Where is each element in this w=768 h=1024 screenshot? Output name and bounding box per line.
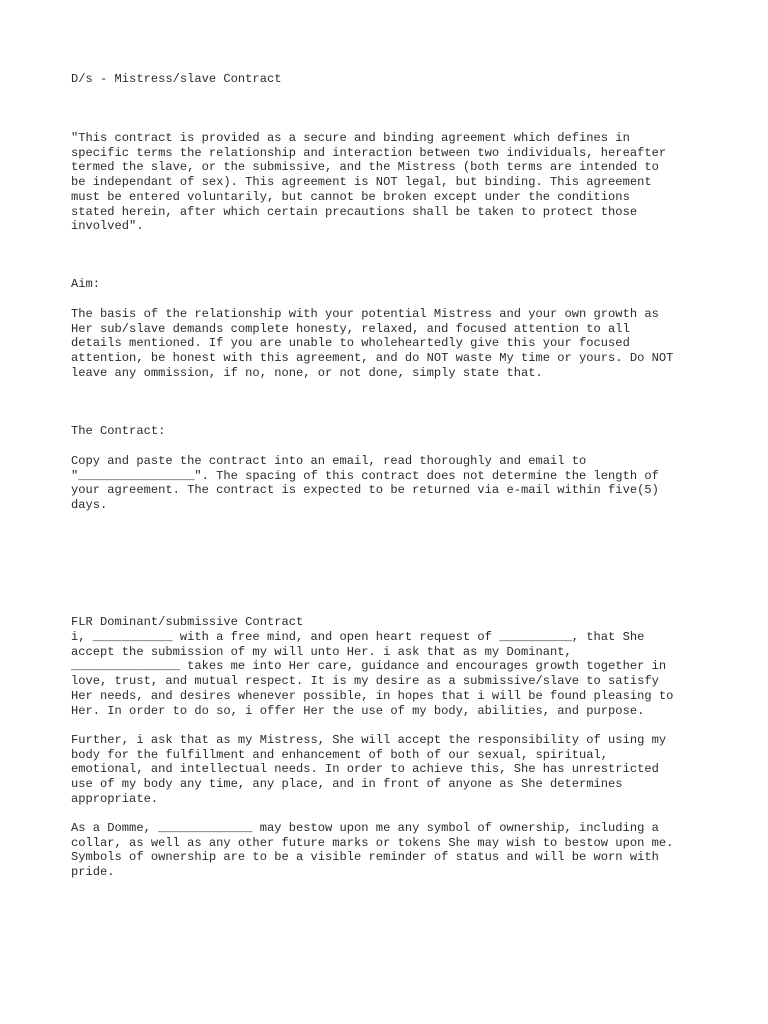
flr-heading: FLR Dominant/submissive Contract: [71, 615, 304, 629]
further-paragraph: Further, i ask that as my Mistress, She will accept the responsibility of using my body for the fulfillment and enhancement of both of our sexual, spiritual, emotional, and intellectual needs. In order to achieve this, She has unrestricted use of my body any time, any place, and in front of anyone as She determines appropriate.: [71, 733, 667, 806]
contract-heading: The Contract:: [71, 424, 166, 438]
document-title: D/s - Mistress/slave Contract: [71, 72, 282, 86]
aim-heading: Aim:: [71, 277, 101, 291]
intro-paragraph: "This contract is provided as a secure and binding agreement which defines in specific terms the relationship and interaction between two individuals, hereafter termed the slave, or the submissive, and the Mistress (both terms are intended to be independant of sex). This agreement is NOT legal, but binding. This agreement must be entered voluntarily, but cannot be broken except under the conditions stated herein, after which certain precautions shall be taken to protect those involved".: [71, 131, 667, 234]
aim-paragraph: The basis of the relationship with your potential Mistress and your own growth as Her sub/slave demands complete honesty, relaxed, and focused attention to all details mentioned. If you are unable to wholeheartedly give this your focused attention, be honest with this agreement, and do NOT waste My time or yours. Do NOT leave any ommission, if no, none, or not done, simply state that.: [71, 307, 674, 380]
contract-paragraph: Copy and paste the contract into an email, read thoroughly and email to "________________". The spacing of this contract does not determine the length of your agreement. The contract is expected to be returned via e-mail within five(5) days.: [71, 454, 659, 513]
flr-paragraph: i, ___________ with a free mind, and open heart request of __________, that She accept the submission of my will unto Her. i ask that as my Dominant, _______________ takes me into Her care, guidance and encourages growth together in love, trust, and mutual respect. It is my desire as a submissive/slave to satisfy Her needs, and desires whenever possible, in hopes that i will be found pleasing to Her. In order to do so, i offer Her the use of my body, abilities, and purpose.: [71, 630, 674, 718]
domme-paragraph: As a Domme, _____________ may bestow upon me any symbol of ownership, including a collar, as well as any other future marks or tokens She may wish to bestow upon me. Symbols of ownership are to be a visible reminder of status and will be worn with pride.: [71, 821, 674, 880]
